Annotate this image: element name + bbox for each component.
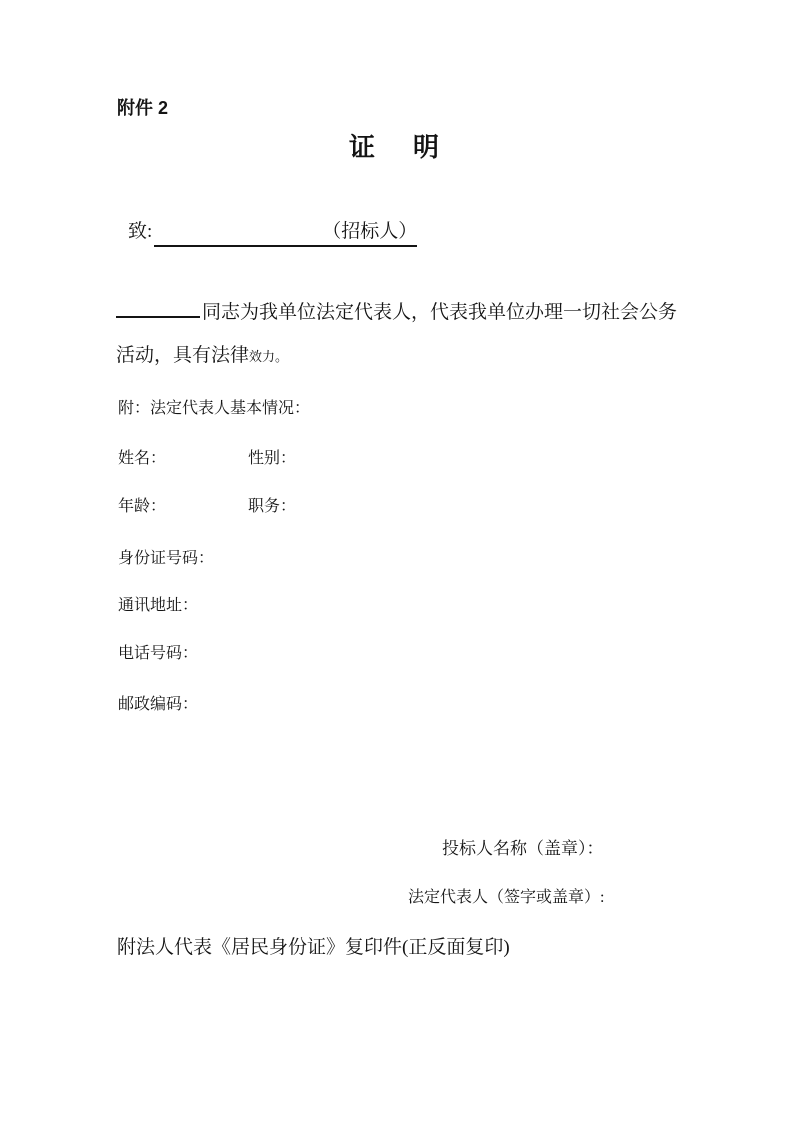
footer-id-copy-note: 附法人代表《居民身份证》复印件(正反面复印) [117, 937, 510, 958]
paragraph-line-2 [116, 334, 677, 378]
signature-bidder-name-label: 投标人名称（盖章）： [442, 839, 604, 858]
signature-legal-representative-label: 法定代表人（签字或盖章）: [408, 889, 605, 906]
recipient-blank-field [154, 236, 322, 237]
legal-rep-name-blank-field [116, 315, 200, 318]
paragraph-line2-text: 活动，具有法律 [116, 345, 250, 366]
paragraph-line2-small-text: 效力。 [249, 349, 289, 364]
field-gender-label: 性别： [248, 450, 297, 467]
recipient-line [128, 216, 417, 247]
field-row-age-duty [118, 493, 296, 516]
field-duty-label: 职务： [248, 498, 297, 515]
paragraph-line1-text: 同志为我单位法定代表人，代表我单位办理一切社会公务 [202, 302, 678, 323]
field-mailing-address-label: 通讯地址： [118, 597, 199, 614]
attachment-label: 附件 2 [117, 98, 169, 118]
recipient-prefix: 致: [128, 221, 153, 242]
field-name-label: 姓名： [118, 450, 167, 467]
paragraph-line-1 [116, 291, 677, 334]
recipient-underline [154, 216, 417, 247]
attachment-section-heading: 附：法定代表人基本情况： [118, 400, 311, 417]
field-id-number-label: 身份证号码： [118, 550, 215, 567]
field-age-label: 年龄： [118, 498, 167, 515]
field-postal-code-label: 邮政编码： [118, 696, 199, 713]
field-row-name-gender [118, 445, 296, 468]
document-title: 证 明 [348, 132, 445, 162]
field-phone-number-label: 电话号码： [118, 645, 199, 662]
recipient-hint: （招标人） [322, 221, 418, 242]
body-paragraph [116, 291, 677, 378]
